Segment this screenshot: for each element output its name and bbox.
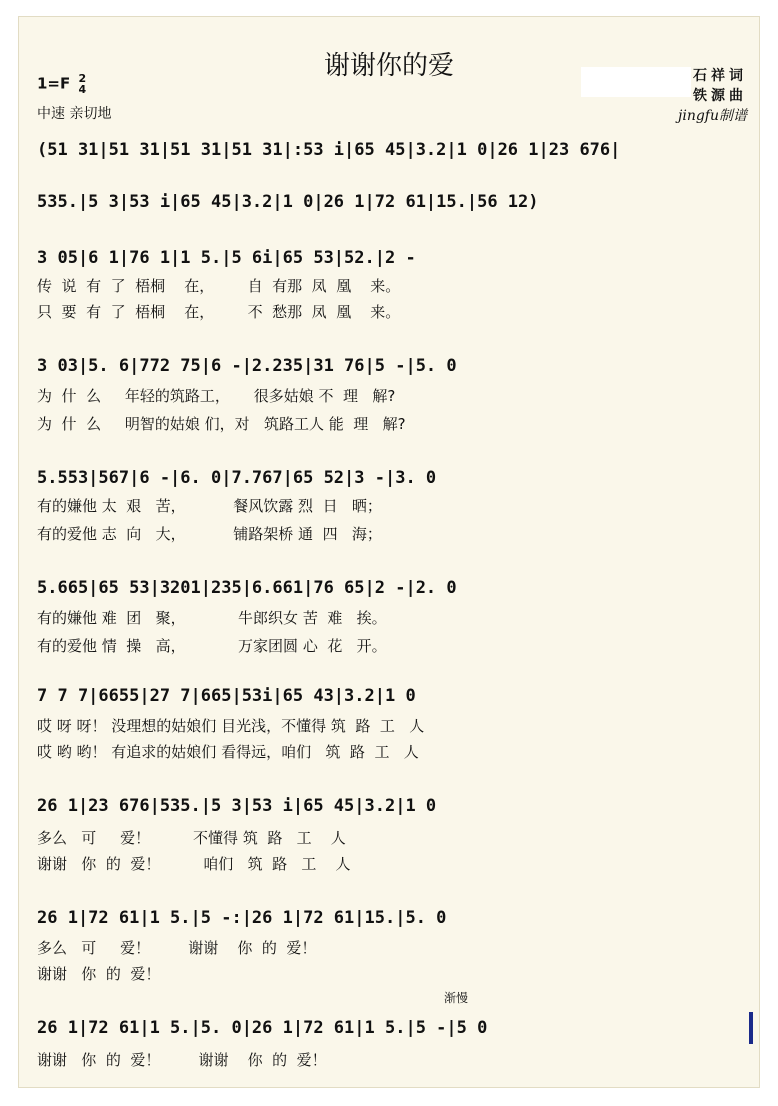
lyric-line: 谢谢 你 的 爱！: [37, 965, 161, 983]
notes-line-2: 535.|5 3|53 i|65 45|3.2|1 0|26 1|72 61|15.|56 12): [37, 192, 539, 212]
lyric-line: 多么 可 爱！ 谢谢 你 的 爱！: [37, 939, 317, 957]
notes-line-7: 7 7 7|6655|27 7|665|53i|65 43|3.2|1 0: [37, 686, 416, 706]
key-label: 1=F: [37, 74, 71, 93]
composer-credit: 铁源曲: [693, 88, 747, 104]
notes-line-3: 3 05|6 1|76 1|1 5.|5 6i|65 53|52.|2 -: [37, 248, 416, 268]
time-sig-top: 2: [78, 72, 87, 85]
time-sig-bottom: 4: [78, 83, 87, 96]
lyricist-credit: 石祥词: [693, 68, 747, 84]
final-barline: [749, 1012, 753, 1044]
lyric-line: 有的爱他 情 操 高， 万家团圆 心 花 开。: [37, 637, 387, 655]
lyric-line: 有的嫌他 太 艰 苦， 餐风饮露 烈 日 晒；: [37, 497, 382, 515]
lyric-line: 为 什 么 年轻的筑路工， 很多姑娘 不 理 解?: [37, 387, 396, 405]
time-signature: [79, 73, 87, 95]
notes-line-5: 5.553|567|6 -|6. 0|7.767|65 52|3 -|3. 0: [37, 468, 437, 488]
notes-line-1: (51 31|51 31|51 31|51 31|:53 i|65 45|3.2|1 0|26 1|23 676|: [37, 140, 621, 160]
lyric-line: 有的嫌他 难 团 聚， 牛郎织女 苦 难 挨。: [37, 609, 387, 627]
song-title: 谢谢你的爱: [323, 51, 454, 81]
notes-line-10: 26 1|72 61|1 5.|5. 0|26 1|72 61|1 5.|5 -|5 0: [37, 1018, 488, 1038]
notes-line-4: 3 03|5. 6|772 75|6 -|2.235|31 76|5 -|5. 0: [37, 356, 457, 376]
notes-line-6: 5.665|65 53|3201|235|6.661|76 65|2 -|2. 0: [37, 578, 457, 598]
lyric-line: 为 什 么 明智的姑娘 们，对 筑路工人 能 理 解?: [37, 415, 406, 433]
notes-line-9: 26 1|72 61|1 5.|5 -:|26 1|72 61|15.|5. 0: [37, 908, 447, 928]
score-sheet: [18, 16, 760, 1088]
ritardando-marking: 渐慢: [444, 991, 469, 1005]
lyric-line: 谢谢 你 的 爱！ 咱们 筑 路 工 人: [37, 855, 351, 873]
notes-line-8: 26 1|23 676|535.|5 3|53 i|65 45|3.2|1 0: [37, 796, 437, 816]
lyric-line: 哎 哟 哟！ 有追求的姑娘们 看得远，咱们 筑 路 工 人: [37, 743, 419, 761]
lyric-line: 哎 呀 呀！ 没理想的姑娘们 目光浅，不懂得 筑 路 工 人: [37, 717, 425, 735]
lyric-line: 传 说 有 了 梧桐 在， 自 有那 凤 凰 来。: [37, 277, 401, 295]
lyric-line: 谢谢 你 的 爱！ 谢谢 你 的 爱！: [37, 1051, 327, 1069]
lyric-line: 只 要 有 了 梧桐 在， 不 愁那 凤 凰 来。: [37, 303, 401, 321]
blank-patch: [581, 67, 691, 97]
lyric-line: 多么 可 爱！ 不懂得 筑 路 工 人: [37, 829, 346, 847]
lyric-line: 有的爱他 志 向 大， 铺路架桥 通 四 海；: [37, 525, 382, 543]
tempo-marking: 中速 亲切地: [37, 106, 112, 122]
notation-credit: jingfu制谱: [678, 108, 747, 124]
key-signature: [37, 73, 86, 95]
